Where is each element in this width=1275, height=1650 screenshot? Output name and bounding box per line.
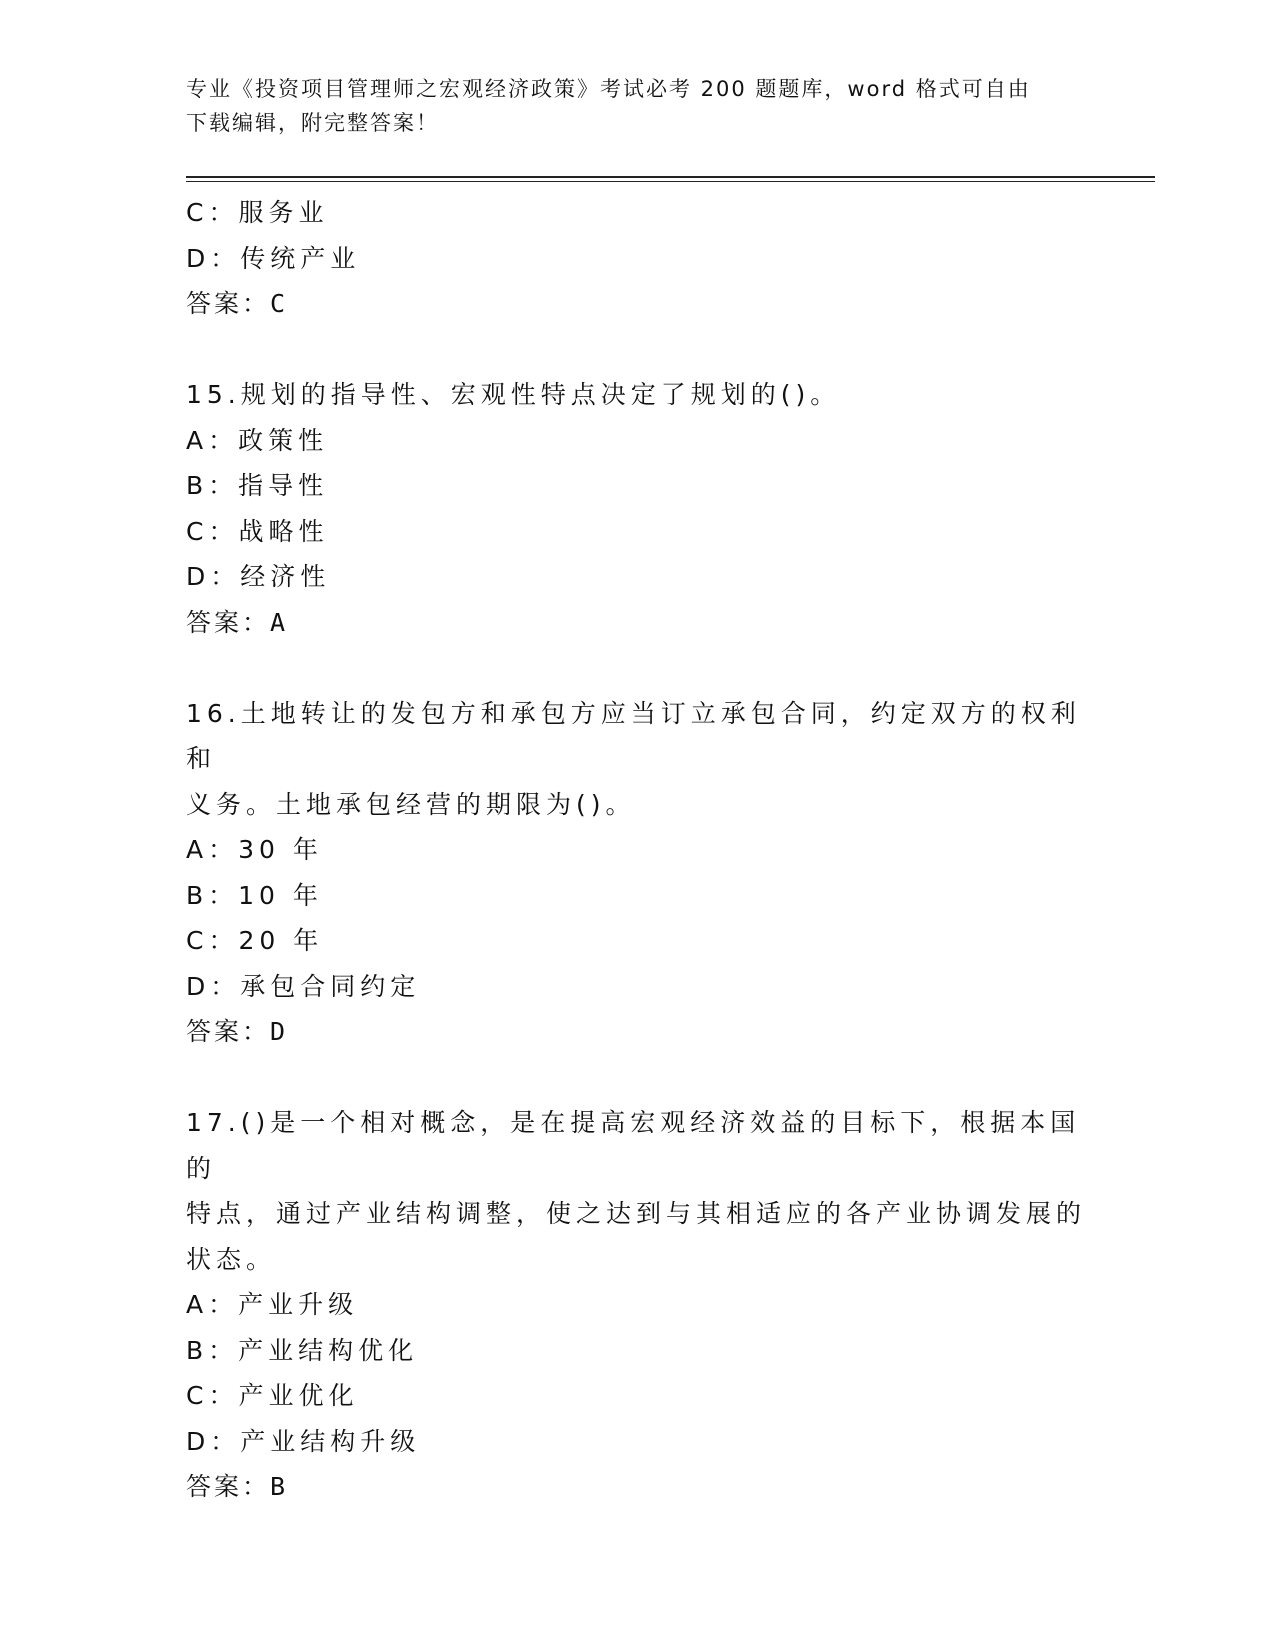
option-a: A：政策性 [186, 425, 329, 455]
answer-line: 答案：B [186, 1472, 289, 1501]
spacer [186, 645, 1086, 691]
answer-line: 答案：C [186, 289, 289, 318]
question-stem-line-2: 义务。土地承包经营的期限为()。 [186, 789, 636, 819]
question-list [186, 190, 1086, 1510]
header-line-1: 专业《投资项目管理师之宏观经济政策》考试必考 200 题题库，word 格式可自由 [186, 77, 1031, 101]
question-block-prev [186, 190, 1086, 327]
question-block-17 [186, 1100, 1086, 1510]
option-d: D：承包合同约定 [186, 971, 421, 1001]
question-stem: 15.规划的指导性、宏观性特点决定了规划的()。 [186, 380, 841, 409]
header-rule-thick [186, 176, 1155, 178]
option-b: B：指导性 [186, 471, 329, 500]
option-b: B：10 年 [186, 880, 323, 910]
question-block-15 [186, 372, 1086, 645]
option-d: D：经济性 [186, 562, 331, 591]
question-stem-line-2: 特点，通过产业结构调整，使之达到与其相适应的各产业协调发展的 [186, 1199, 1087, 1228]
option-d: D：传统产业 [186, 243, 361, 273]
header-rule-thin [186, 181, 1155, 182]
option-c: C：产业优化 [186, 1381, 359, 1410]
question-stem-line-1: 17.()是一个相对概念，是在提高宏观经济效益的目标下，根据本国的 [186, 1108, 1081, 1183]
option-d: D：产业结构升级 [186, 1426, 421, 1456]
option-b: B：产业结构优化 [186, 1335, 419, 1365]
answer-line: 答案：A [186, 607, 289, 637]
question-stem-line-3: 状态。 [186, 1244, 277, 1274]
header-line-2: 下载编辑，附完整答案！ [186, 111, 439, 135]
answer-line: 答案：D [186, 1017, 289, 1046]
option-c: C：服务业 [186, 198, 329, 227]
question-block-16 [186, 691, 1086, 1055]
option-c: C：20 年 [186, 926, 324, 955]
question-stem-line-1: 16.土地转让的发包方和承包方应当订立承包合同，约定双方的权利和 [186, 698, 1081, 773]
spacer [186, 327, 1086, 373]
document-header [186, 72, 1086, 140]
option-c: C：战略性 [186, 516, 329, 546]
spacer [186, 1055, 1086, 1101]
option-a: A：30 年 [186, 835, 323, 864]
option-a: A：产业升级 [186, 1290, 359, 1319]
